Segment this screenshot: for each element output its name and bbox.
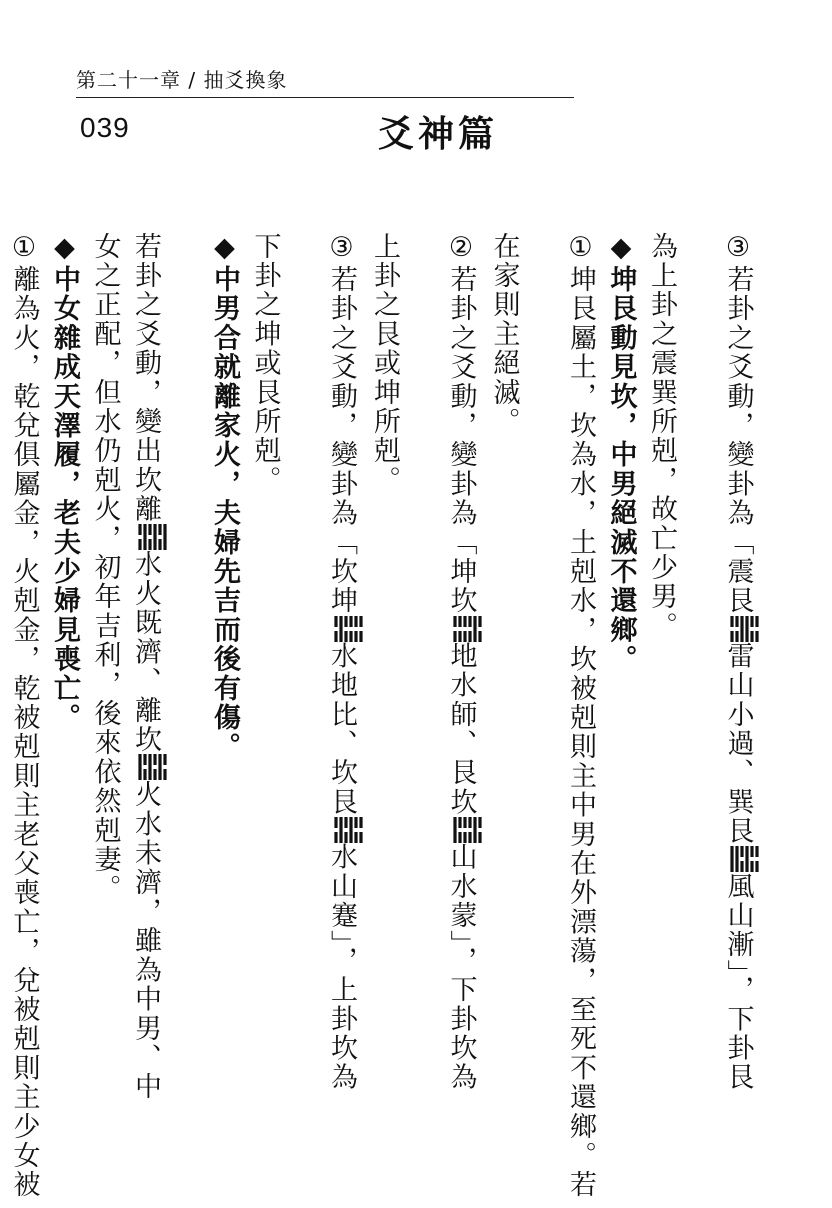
text-column [125, 232, 204, 1132]
text-segment: 山水蒙」，下卦坎為 [445, 842, 477, 1093]
header-rule [76, 97, 574, 98]
hexagram-jian-obstruction-icon [334, 817, 364, 843]
section-heading: ◆坤艮動見坎，中男絕滅不還鄉。 [605, 232, 637, 674]
text-column: ①離為火，乾兌俱屬金，火剋金，乾被剋則主老父喪亡，兌被剋則主少女被 [8, 232, 40, 1200]
text-segment: ②若卦之爻動，變卦為「坤坎 [445, 232, 477, 616]
hexagram-ji-ji-icon [138, 524, 168, 550]
running-head: 第二十一章 / 抽爻換象 [76, 68, 288, 92]
text-column: 下卦之坤或艮所剋。 [249, 232, 281, 495]
text-column: 在家則主絕滅。 [488, 232, 520, 437]
hexagram-meng-icon [453, 817, 483, 843]
text-segment: 水山蹇」，上卦坎為 [326, 842, 357, 1093]
text-segment: ③若卦之爻動，變卦為「震艮 [722, 232, 754, 616]
section-heading: ◆中女雜成天澤履，老夫少婦見喪亡。 [49, 232, 80, 733]
text-column [440, 232, 483, 1132]
text-column: ①坤艮屬土，坎為水，土剋水，坎被剋則主中男在外漂蕩，至死不還鄉。若 [565, 232, 596, 1200]
text-segment: 地水師、艮坎 [445, 641, 477, 817]
hexagram-shi-icon [453, 616, 483, 642]
page-number: 039 [80, 112, 130, 143]
text-column [321, 232, 364, 1132]
text-column: 為上卦之震巽所剋，故亡少男。 [646, 232, 677, 641]
section-heading: ◆中男合就離家火，夫婦先吉而後有傷。 [209, 232, 240, 762]
text-segment: 風山漸」，下卦艮 [722, 872, 754, 1093]
body-text [8, 232, 760, 1200]
text-column [717, 232, 760, 1132]
text-column: 上卦之艮或坤所剋。 [369, 232, 400, 495]
hexagram-jian-icon [730, 846, 760, 872]
text-segment: 雷山小過、巽艮 [722, 641, 754, 847]
hexagram-wei-ji-icon [138, 754, 168, 780]
text-segment: 水火既濟、離坎 [130, 550, 161, 755]
text-column: 女之正配，但水仍剋火，初年吉利，後來依然剋妻。 [89, 232, 121, 904]
section-title: 爻神篇 [378, 114, 499, 155]
hexagram-xiao-guo-icon [730, 616, 760, 642]
text-segment: 若卦之爻動，變出坎離 [130, 232, 161, 524]
text-segment: 火水未濟，雖為中男、中 [130, 780, 161, 1102]
text-segment: 水地比、坎艮 [326, 641, 357, 817]
hexagram-bi-icon [334, 616, 364, 642]
text-segment: ③若卦之爻動，變卦為「坎坤 [326, 232, 357, 616]
